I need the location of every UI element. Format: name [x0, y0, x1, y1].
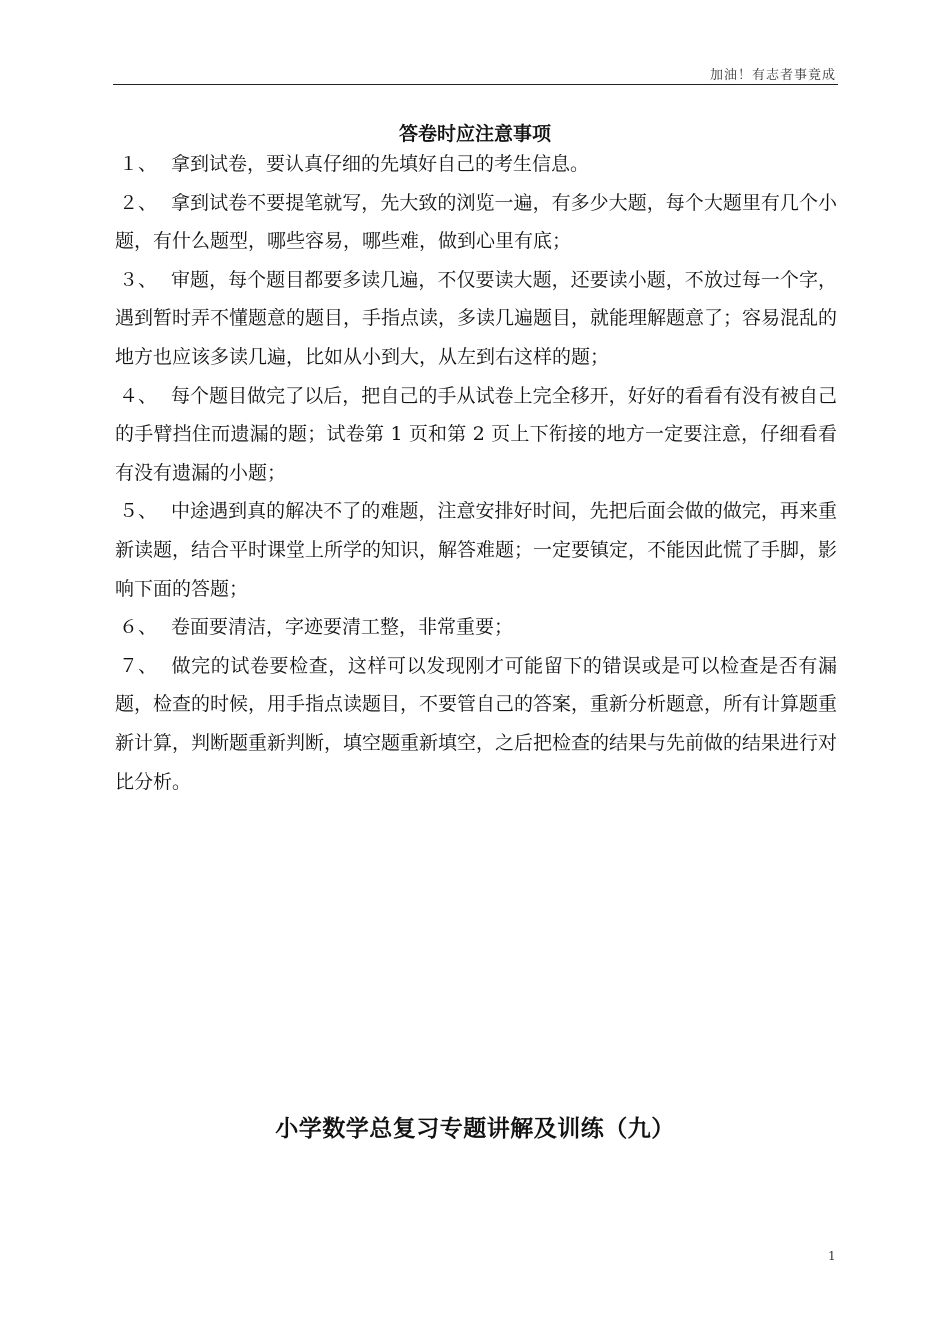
- note-item-7: [115, 647, 837, 801]
- note-item-1: [115, 145, 837, 184]
- page-number: 1: [828, 1249, 836, 1263]
- note-number: ４、: [119, 384, 158, 407]
- note-text: 做完的试卷要检查，这样可以发现刚才可能留下的错误或是可以检查是否有漏题，检查的时候，用手指点读题目，不要管自己的答案，重新分析题意，所有计算题重新计算，判断题重新判断，填空题重新填空，之后把检查的结果与先前做的结果进行对比分析。: [115, 654, 838, 793]
- note-number: ７、: [119, 654, 158, 677]
- note-number: ６、: [119, 616, 158, 639]
- note-item-4: [115, 377, 837, 493]
- note-text: 每个题目做完了以后，把自己的手从试卷上完全移开，好好的看看有没有被自己的手臂挡住而遗漏的题；试卷第 1 页和第 2 页上下衔接的地方一定要注意，仔细看看有没有遗漏的小题；: [115, 384, 837, 484]
- note-number: １、: [119, 153, 158, 175]
- note-item-3: [115, 261, 837, 377]
- note-item-6: [115, 608, 837, 647]
- note-text: 中途遇到真的解决不了的难题，注意安排好时间，先把后面会做的做完，再来重新读题，结合平时课堂上所学的知识，解答难题；一定要镇定，不能因此慌了手脚，影响下面的答题；: [115, 500, 838, 600]
- note-text: 拿到试卷，要认真仔细的先填好自己的考生信息。: [171, 153, 590, 175]
- note-item-5: [115, 492, 837, 608]
- page-header: [113, 62, 838, 85]
- note-number: ５、: [119, 500, 158, 523]
- note-item-2: [115, 184, 837, 261]
- note-text: 拿到试卷不要提笔就写，先大致的浏览一遍，有多少大题，每个大题里有几个小题，有什么题型，哪些容易，哪些难，做到心里有底；: [115, 191, 837, 253]
- section-title: 小学数学总复习专题讲解及训练（九）: [275, 1116, 675, 1142]
- note-number: ２、: [119, 191, 158, 214]
- notes-list: [115, 145, 837, 801]
- note-text: 卷面要清洁，字迹要清工整，非常重要；: [171, 616, 514, 639]
- header-text: 加油！有志者事竟成: [709, 68, 836, 83]
- note-number: ３、: [119, 268, 158, 291]
- notes-title: 答卷时应注意事项: [398, 123, 551, 145]
- note-text: 审题，每个题目都要多读几遍，不仅要读大题，还要读小题，不放过每一个字，遇到暂时弄不懂题意的题目，手指点读，多读几遍题目，就能理解题意了；容易混乱的地方也应该多读几遍，比如从小到大，从左到右这样的题；: [115, 268, 838, 368]
